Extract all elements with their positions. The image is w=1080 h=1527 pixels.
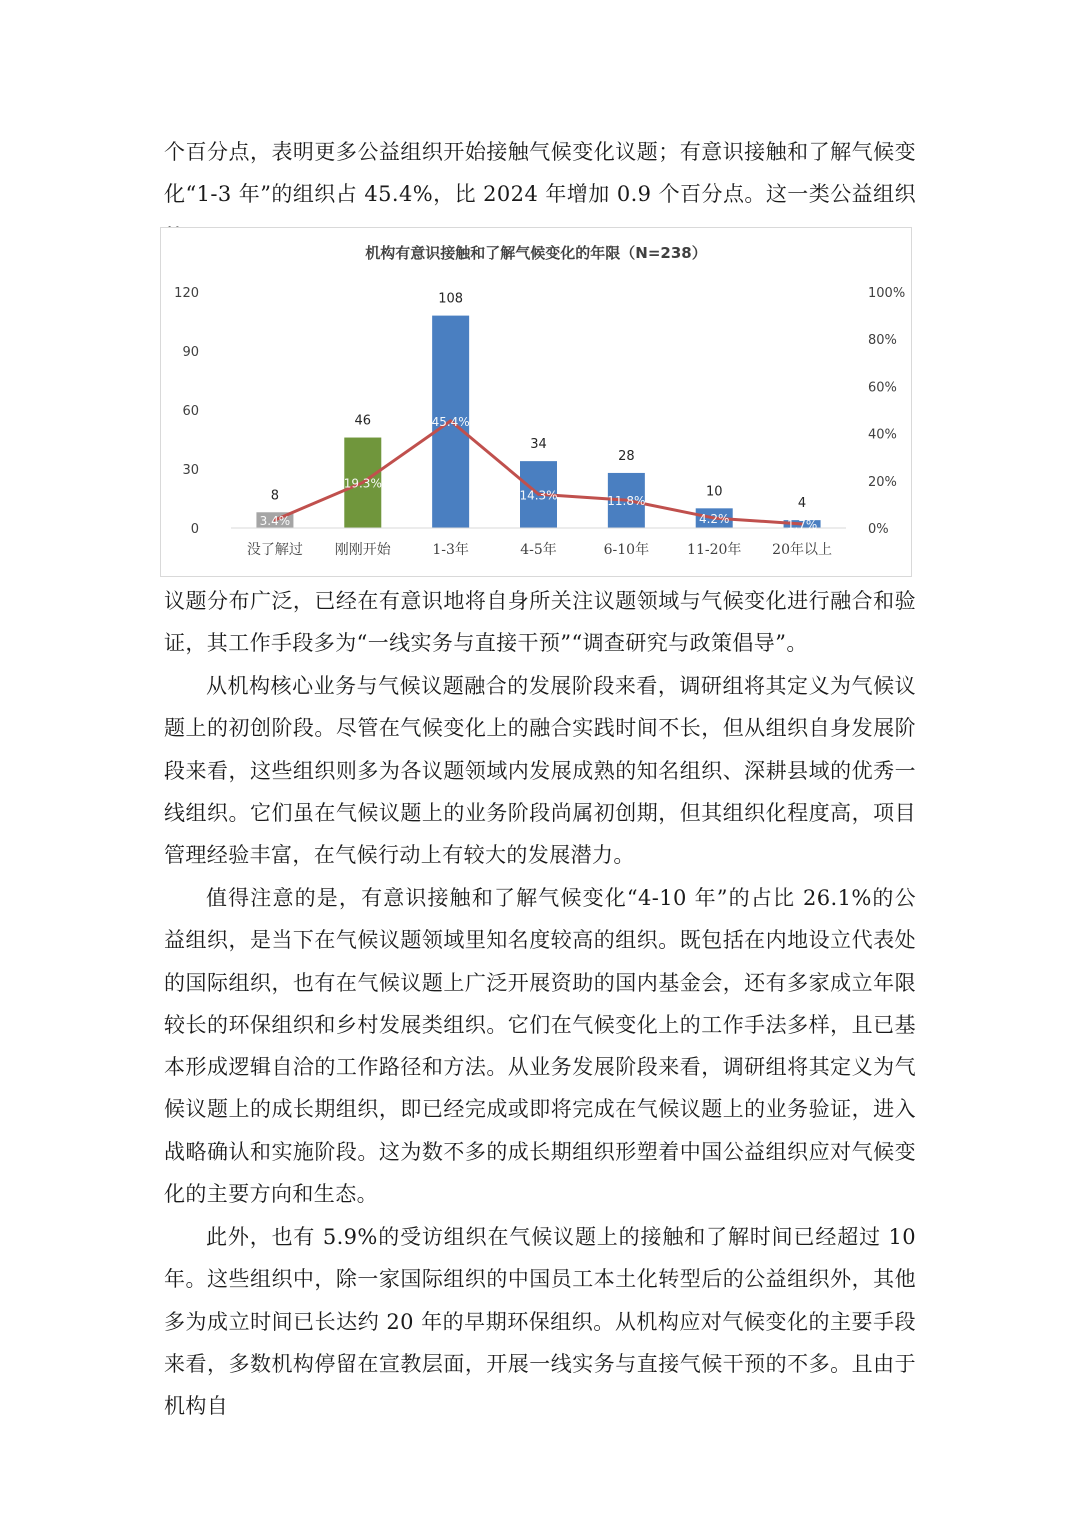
bar-value-label: 34 <box>530 437 547 453</box>
line-value-label: 45.4% <box>431 414 470 429</box>
paragraph-intro: 个百分点，表明更多公益组织开始接触气候变化议题；有意识接触和了解气候变化“1-3 年”的组织占 45.4%，比 2024 年增加 0.9 个百分点。这一类公益组织 <box>164 140 916 207</box>
y-right-tick-label: 40% <box>868 427 897 443</box>
line-value-label: 1.7% <box>786 517 818 532</box>
y-left-tick-label: 120 <box>174 286 199 301</box>
line-value-label: 14.3% <box>519 488 558 503</box>
y-left-tick-label: 0 <box>190 522 199 537</box>
bar-value-label: 10 <box>705 484 723 500</box>
chart-container <box>160 227 912 577</box>
y-right-tick-label: 20% <box>868 474 897 490</box>
y-left-tick-label: 30 <box>182 463 199 478</box>
y-right-tick-label: 80% <box>868 333 897 349</box>
paragraph-issue-distribution: 议题分布广泛，已经在有意识地将自身所关注议题领域与气候变化进行融合和验证，其工作手段多为“一线实务与直接干预”“调查研究与政策倡导”。 <box>164 589 916 656</box>
line-value-label: 19.3% <box>343 476 382 491</box>
x-tick-label: 11-20年 <box>687 542 742 558</box>
line-value-label: 4.2% <box>698 512 730 527</box>
x-tick-label: 20年以上 <box>772 542 832 558</box>
paragraph-over-ten-years: 此外，也有 5.9%的受访组织在气候议题上的接触和了解时间已经超过 10 年。这些组织中，除一家国际组织的中国员工本土化转型后的公益组织外，其他多为成立时间已长达约 20 年的早期环保组织。从机构应对气候变化的主要手段来看，多数机构停留在宣教层面，开展一线实务与直接气候干预的不多。且由于机构自 <box>164 1225 916 1419</box>
bar-value-label: 46 <box>354 413 372 429</box>
paragraph-startup-stage: 从机构核心业务与气候议题融合的发展阶段来看，调研组将其定义为气候议题上的初创阶段。尽管在气候变化上的融合实践时间不长，但从组织自身发展阶段来看，这些组织则多为各议题领域内发展成熟的知名组织、深耕县域的优秀一线组织。它们虽在气候议题上的业务阶段尚属初创期，但其组织化程度高，项目管理经验丰富，在气候行动上有较大的发展潜力。 <box>164 674 916 868</box>
bar-value-label: 8 <box>270 488 280 504</box>
x-tick-label: 没了解过 <box>246 542 303 558</box>
bar-value-label: 108 <box>438 291 464 307</box>
line-value-label: 3.4% <box>259 513 291 528</box>
x-tick-label: 刚刚开始 <box>334 542 391 558</box>
x-tick-label: 6-10年 <box>603 542 650 558</box>
paragraph-growth-stage: 值得注意的是，有意识接触和了解气候变化“4-10 年”的占比 26.1%的公益组织，是当下在气候议题领域里知名度较高的组织。既包括在内地设立代表处的国际组织，也有在气候议题上广泛开展资助的国内基金会，还有多家成立年限较长的环保组织和乡村发展类组织。它们在气候变化上的工作手法多样，且已基本形成逻辑自洽的工作路径和方法。从业务发展阶段来看，调研组将其定义为气候议题上的成长期组织，即已经完成或即将完成在气候议题上的业务验证，进入战略确认和实施阶段。这为数不多的成长期组织形塑着中国公益组织应对气候变化的主要方向和生态。 <box>164 886 916 1207</box>
chart-title: 机构有意识接触和了解气候变化的年限（N=238） <box>365 244 707 262</box>
x-tick-label: 4-5年 <box>520 542 557 558</box>
y-left-tick-label: 60 <box>182 404 199 419</box>
line-value-label: 11.8% <box>607 494 646 509</box>
y-left-tick-label: 90 <box>182 345 199 360</box>
x-tick-label: 1-3年 <box>432 542 469 558</box>
chart-svg <box>161 228 913 578</box>
y-right-tick-label: 60% <box>868 380 897 396</box>
y-right-tick-label: 100% <box>868 286 906 301</box>
bar-value-label: 28 <box>618 448 635 464</box>
y-right-tick-label: 0% <box>868 522 889 537</box>
bar-value-label: 4 <box>797 496 807 512</box>
